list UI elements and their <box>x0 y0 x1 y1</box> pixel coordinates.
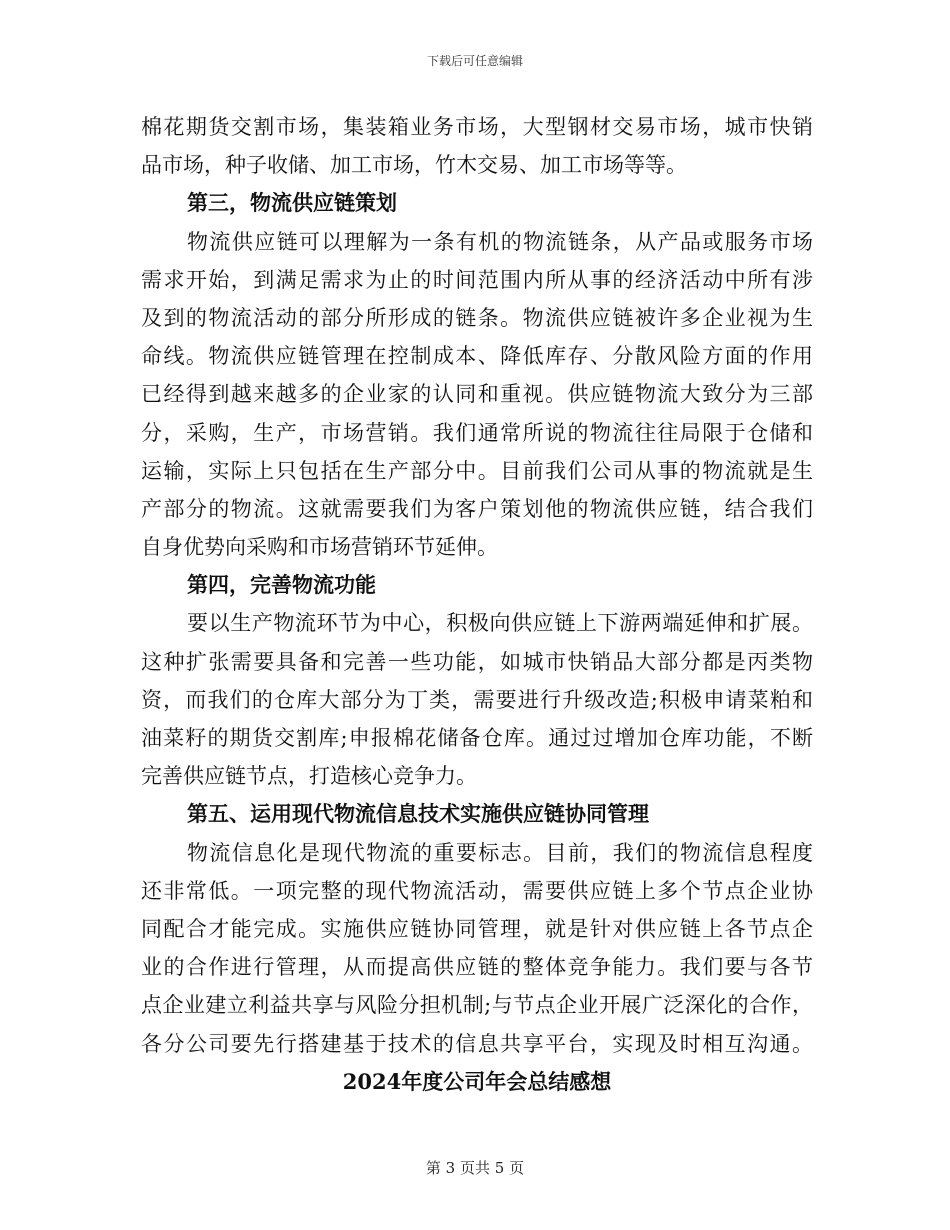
body-line: 各分公司要先行搭建基于技术的信息共享平台，实现及时相互沟通。 <box>141 1031 813 1056</box>
body-line: 油菜籽的期货交割库;申报棉花储备仓库。通过过增加仓库功能，不断 <box>141 726 813 750</box>
body-line: 业的合作进行管理，从而提高供应链的整体竞争能力。我们要与各节 <box>141 955 813 980</box>
body-line: 完善供应链节点，打造核心竞争力。 <box>141 764 477 789</box>
document-body <box>141 108 813 1101</box>
next-article-title: 2024年度公司年会总结感想 <box>342 1068 612 1094</box>
section-heading: 第四，完善物流功能 <box>187 572 376 598</box>
body-line: 棉花期货交割市场，集装箱业务市场，大型钢材交易市场，城市快销 <box>141 115 813 139</box>
body-line: 运输，实际上只包括在生产部分中。目前我们公司从事的物流就是生 <box>141 458 813 483</box>
body-line: 物流信息化是现代物流的重要标志。目前，我们的物流信息程度 <box>187 840 813 865</box>
body-line: 点企业建立利益共享与风险分担机制;与节点企业开展广泛深化的合作， <box>141 993 813 1018</box>
section-heading: 第五、运用现代物流信息技术实施供应链协同管理 <box>187 801 649 827</box>
body-line: 这种扩张需要具备和完善一些功能，如城市快销品大部分都是丙类物 <box>141 649 813 674</box>
body-line: 自身优势向采购和市场营销环节延伸。 <box>141 535 498 560</box>
section-heading: 第三，物流供应链策划 <box>187 190 397 216</box>
body-line: 要以生产物流环节为中心，积极向供应链上下游两端延伸和扩展。 <box>187 611 813 636</box>
body-line: 需求开始，到满足需求为止的时间范围内所从事的经济活动中所有涉 <box>141 267 813 292</box>
page-footer: 第 3 页共 5 页 <box>425 1159 525 1177</box>
body-line: 及到的物流活动的部分所形成的链条。物流供应链被许多企业视为生 <box>141 305 813 330</box>
body-line: 同配合才能完成。实施供应链协同管理，就是针对供应链上各节点企 <box>141 916 813 941</box>
body-line: 命线。物流供应链管理在控制成本、降低库存、分散风险方面的作用 <box>141 344 813 369</box>
body-line: 产部分的物流。这就需要我们为客户策划他的物流供应链，结合我们 <box>141 496 813 521</box>
body-line: 还非常低。一项完整的现代物流活动，需要供应链上多个节点企业协 <box>141 878 813 903</box>
body-line: 物流供应链可以理解为一条有机的物流链条，从产品或服务市场 <box>187 229 813 254</box>
page-header: 下载后可任意编辑 <box>426 54 523 68</box>
body-line: 品市场，种子收储、加工市场，竹木交易、加工市场等等。 <box>141 153 687 178</box>
body-line: 资，而我们的仓库大部分为丁类，需要进行升级改造;积极申请菜粕和 <box>141 687 813 712</box>
body-line: 分，采购，生产，市场营销。我们通常所说的物流往往局限于仓储和 <box>141 420 813 445</box>
body-line: 已经得到越来越多的企业家的认同和重视。供应链物流大致分为三部 <box>141 382 813 407</box>
